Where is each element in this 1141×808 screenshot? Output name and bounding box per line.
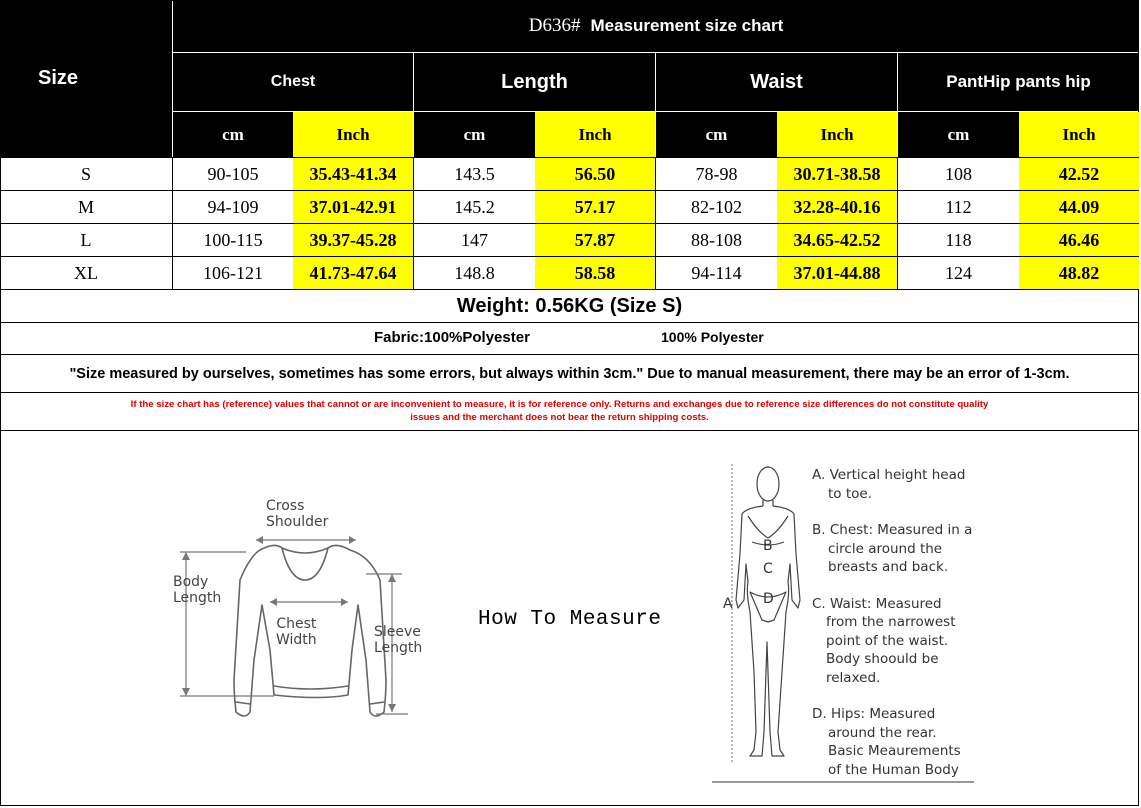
- hip-cm-value: 108: [945, 163, 972, 184]
- grid-line: [0, 157, 1139, 158]
- disclaimer-text: "Size measured by ourselves, sometimes has some errors, but always within 3cm." Due to manual measurement, there may be an error of 1-3cm.: [69, 365, 1070, 382]
- weight-text: Weight: 0.56KG (Size S): [456, 294, 683, 317]
- note-c-line: relaxed.: [826, 669, 881, 686]
- note-c-line: Body shoould be: [826, 651, 939, 667]
- length-inch-value: 58.58: [574, 262, 616, 283]
- row-l-waist-in: [777, 224, 897, 256]
- row-l-length-cm: [414, 224, 535, 256]
- figure-baseline-line: [812, 781, 974, 784]
- waist-inch-value: 32.28-40.16: [793, 196, 881, 217]
- note-b: [812, 521, 982, 577]
- unit-inch-chest: [293, 112, 413, 157]
- marker-d: D: [763, 591, 774, 607]
- unit-inch-waist: [777, 112, 897, 157]
- waist-cm-value: 82-102: [691, 196, 742, 217]
- grid-line: [0, 392, 1139, 393]
- waist-inch-value: 30.71-38.58: [793, 163, 881, 184]
- row-s-length-in: [535, 158, 655, 190]
- size-label: L: [80, 229, 92, 250]
- garment-cuff-left: [236, 702, 250, 704]
- row-s-hip-in: [1019, 158, 1139, 190]
- chest-inch-value: 39.37-45.28: [309, 229, 397, 250]
- marker-c: C: [763, 561, 773, 577]
- row-l-hip-in: [1019, 224, 1139, 256]
- row-m-waist-in: [777, 191, 897, 223]
- note-b-line: circle around the: [828, 540, 943, 557]
- red-notice: [0, 398, 1119, 424]
- hip-inch-value: 44.09: [1058, 196, 1100, 217]
- group-length-label: Length: [501, 70, 568, 93]
- row-m-hip-cm: [898, 191, 1019, 223]
- size-header-label: Size: [38, 67, 79, 89]
- cross-shoulder-label: [266, 498, 328, 530]
- length-inch-value: 57.17: [574, 196, 616, 217]
- fabric-right: 100% Polyester: [661, 329, 764, 345]
- chest-cm-value: 90-105: [207, 163, 259, 184]
- row-l-chest-in: [293, 224, 413, 256]
- body-length-label: [173, 574, 221, 606]
- hip-cm-value: 124: [945, 262, 972, 283]
- group-hip-label: PantHip pants hip: [946, 72, 1091, 91]
- grid-line: [172, 157, 173, 289]
- note-b-head: B. Chest: Measured in a: [812, 522, 973, 538]
- weight-row: [0, 290, 1139, 322]
- unit-inch-chest-label: Inch: [336, 124, 370, 144]
- chest-inch-value: 41.73-47.64: [309, 262, 397, 283]
- size-label: M: [77, 196, 94, 217]
- note-a-line: to toe.: [828, 485, 872, 502]
- row-l-length-in: [535, 224, 655, 256]
- group-chest-label: Chest: [270, 73, 316, 90]
- size-label: XL: [74, 262, 98, 283]
- grid-line: [0, 256, 1139, 257]
- note-d-line: of the Human Body: [828, 761, 959, 778]
- note-d-line: around the rear.: [828, 724, 937, 741]
- row-m-chest-in: [293, 191, 413, 223]
- row-s-waist-cm: [656, 158, 777, 190]
- marker-b: B: [763, 538, 773, 554]
- note-a-head: A. Vertical height head: [812, 467, 966, 483]
- chest-cm-value: 100-115: [203, 229, 263, 250]
- length-cm-value: 148.8: [454, 262, 495, 283]
- grid-line: [0, 430, 1139, 431]
- row-s-length-cm: [414, 158, 535, 190]
- row-l-chest-cm: [173, 224, 293, 256]
- chart-code: D636#: [528, 15, 581, 36]
- row-xl-size: [0, 257, 172, 289]
- unit-cm-chest-label: cm: [222, 124, 244, 144]
- row-xl-length-cm: [414, 257, 535, 289]
- unit-cm-length-label: cm: [463, 124, 486, 144]
- chest-cm-value: 94-109: [207, 196, 259, 217]
- row-l-size: [0, 224, 172, 256]
- chest-cm-value: 106-121: [203, 262, 263, 283]
- unit-inch-hip-label: Inch: [1062, 124, 1096, 144]
- row-xl-hip-in: [1019, 257, 1139, 289]
- row-m-waist-cm: [656, 191, 777, 223]
- row-s-waist-in: [777, 158, 897, 190]
- note-c-line: point of the waist.: [826, 632, 949, 649]
- red-notice-line2: issues and the merchant does not bear the return shipping costs.: [410, 412, 709, 423]
- note-c-line: from the narrowest: [826, 614, 956, 630]
- unit-cm-waist: [656, 112, 777, 157]
- group-waist: [656, 53, 897, 111]
- length-cm-value: 143.5: [454, 163, 495, 184]
- length-cm-value: 145.2: [454, 196, 495, 217]
- group-waist-label: Waist: [750, 70, 803, 93]
- unit-inch-length-label: Inch: [578, 124, 612, 144]
- chest-width-line1: Chest: [276, 616, 317, 632]
- chest-inch-value: 37.01-42.91: [309, 196, 397, 217]
- note-c: [812, 595, 982, 688]
- chart-title: Measurement size chart: [590, 16, 784, 35]
- chart-title-bar: [173, 0, 1139, 52]
- note-c-head: C. Waist: Measured: [812, 595, 942, 612]
- measure-notes: [812, 466, 982, 779]
- hip-cm-value: 118: [945, 229, 972, 250]
- row-xl-chest-cm: [173, 257, 293, 289]
- row-l-hip-cm: [898, 224, 1019, 256]
- garment-cuff-right: [370, 702, 384, 704]
- row-xl-hip-cm: [898, 257, 1019, 289]
- length-cm-value: 147: [461, 229, 488, 250]
- row-xl-length-in: [535, 257, 655, 289]
- sleeve-length-label: [374, 624, 422, 656]
- row-m-length-cm: [414, 191, 535, 223]
- hip-cm-value: 112: [945, 196, 972, 217]
- note-b-line: breasts and back.: [828, 559, 949, 575]
- cross-shoulder-line1: Cross: [266, 498, 305, 514]
- group-hip: [898, 53, 1139, 111]
- red-notice-line1: If the size chart has (reference) values that cannot or are inconvenient to measure, it is for reference only. Returns and exchanges due to reference size differences do not constitute quality: [130, 399, 989, 410]
- fabric-row: [0, 323, 1139, 354]
- row-m-hip-in: [1019, 191, 1139, 223]
- unit-cm-waist-label: cm: [705, 124, 728, 144]
- unit-cm-length: [414, 112, 535, 157]
- unit-cm-hip-label: cm: [947, 124, 970, 144]
- grid-line: [413, 157, 414, 289]
- row-xl-chest-in: [293, 257, 413, 289]
- marker-a: A: [723, 596, 733, 612]
- waist-inch-value: 34.65-42.52: [793, 229, 881, 250]
- chest-width-line2: Width: [276, 632, 317, 648]
- row-s-hip-cm: [898, 158, 1019, 190]
- body-figure: [712, 462, 812, 784]
- note-d: [812, 705, 982, 779]
- body-length-line1: Body: [173, 574, 209, 590]
- row-l-waist-cm: [656, 224, 777, 256]
- grid-line: [0, 223, 1139, 224]
- unit-inch-hip: [1019, 112, 1139, 157]
- grid-line: [655, 157, 656, 289]
- row-m-size: [0, 191, 172, 223]
- chest-width-label: [276, 616, 317, 648]
- row-s-chest-cm: [173, 158, 293, 190]
- row-s-chest-in: [293, 158, 413, 190]
- chest-inch-value: 35.43-41.34: [309, 163, 397, 184]
- note-d-line: Basic Meaurements: [828, 743, 961, 759]
- row-xl-waist-in: [777, 257, 897, 289]
- note-d-head: D. Hips: Measured: [812, 706, 936, 722]
- row-s-size: [0, 158, 172, 190]
- waist-cm-value: 88-108: [691, 229, 742, 250]
- fabric-left: Fabric:100%Polyester: [374, 329, 530, 346]
- sleeve-length-line2: Length: [374, 640, 423, 656]
- length-inch-value: 56.50: [574, 163, 616, 184]
- waist-inch-value: 37.01-44.88: [793, 262, 881, 283]
- unit-inch-waist-label: Inch: [820, 124, 854, 144]
- unit-cm-chest: [173, 112, 293, 157]
- waist-cm-value: 78-98: [695, 163, 738, 184]
- body-length-line2: Length: [173, 590, 222, 606]
- length-inch-value: 57.87: [574, 229, 616, 250]
- row-xl-waist-cm: [656, 257, 777, 289]
- size-label: S: [80, 163, 91, 184]
- garment-hem: [274, 686, 348, 689]
- row-m-length-in: [535, 191, 655, 223]
- note-a: [812, 466, 982, 503]
- group-chest: [173, 53, 413, 111]
- unit-cm-hip: [898, 112, 1019, 157]
- cross-shoulder-line2: Shoulder: [266, 514, 329, 530]
- grid-line: [897, 157, 898, 289]
- hip-inch-value: 48.82: [1058, 262, 1100, 283]
- hip-inch-value: 42.52: [1058, 163, 1100, 184]
- figure-head: [757, 467, 779, 501]
- waist-cm-value: 94-114: [691, 262, 742, 283]
- row-m-chest-cm: [173, 191, 293, 223]
- unit-inch-length: [535, 112, 655, 157]
- sleeve-length-line1: Sleeve: [374, 624, 421, 640]
- group-length: [414, 53, 655, 111]
- how-to-measure-title: How To Measure: [478, 608, 662, 631]
- disclaimer-row: [0, 355, 1139, 392]
- grid-line: [0, 190, 1139, 191]
- size-header: [0, 0, 172, 157]
- hip-inch-value: 46.46: [1058, 229, 1100, 250]
